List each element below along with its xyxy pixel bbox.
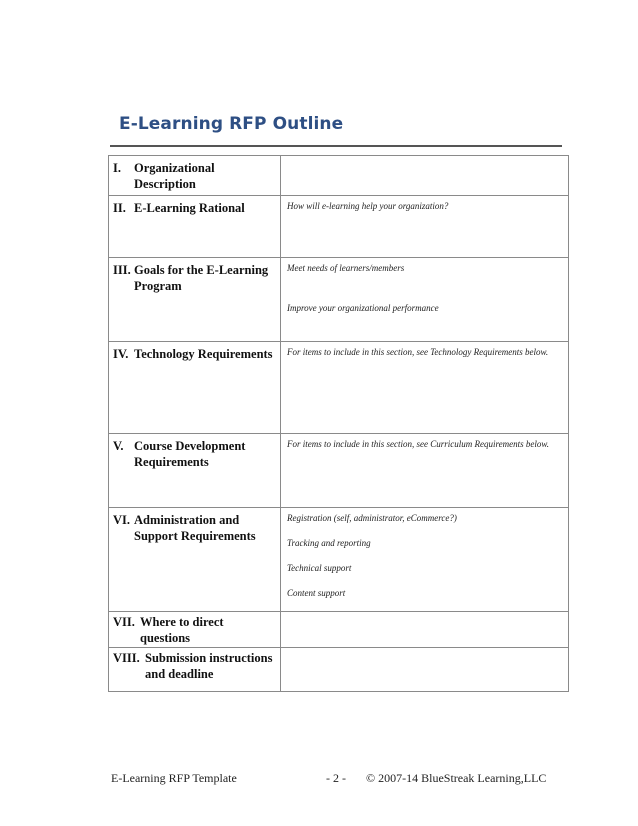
row-numeral: I.: [113, 161, 121, 175]
row-label: Administration and Support Requirements: [134, 513, 256, 543]
row-numeral: IV.: [113, 347, 129, 361]
row-label: Technology Requirements: [134, 347, 273, 361]
row-label: Submission instructions and deadline: [145, 651, 273, 681]
row-numeral: II.: [113, 201, 126, 215]
row-description-cell: [281, 196, 569, 258]
footer-document-name: E-Learning RFP Template: [111, 771, 237, 785]
row-description-cell: [281, 508, 569, 612]
title-underline: [110, 145, 562, 147]
row-label: Goals for the E-Learning Program: [134, 263, 269, 293]
row-description-cell: [281, 612, 569, 648]
description-item: How will e-learning help your organization?: [287, 201, 449, 211]
row-label-cell: [109, 648, 281, 692]
table-row: [109, 342, 569, 434]
description-item: Improve your organizational performance: [287, 303, 439, 313]
row-numeral: III.: [113, 263, 131, 277]
description-item: Content support: [287, 588, 346, 598]
table-row: [109, 612, 569, 648]
description-item: Registration (self, administrator, eCommerce?): [287, 513, 457, 523]
row-numeral: VII.: [113, 615, 135, 629]
row-numeral: V.: [113, 439, 124, 453]
footer-page-number: - 2 -: [326, 771, 346, 785]
row-description-cell: [281, 258, 569, 342]
row-description-cell: [281, 434, 569, 508]
row-label-cell: [109, 434, 281, 508]
row-description-cell: [281, 648, 569, 692]
description-item: For items to include in this section, see Technology Requirements below.: [287, 347, 549, 357]
table-row: [109, 434, 569, 508]
description-item: For items to include in this section, see Curriculum Requirements below.: [287, 439, 549, 449]
table-row: [109, 508, 569, 612]
description-item: Meet needs of learners/members: [287, 263, 405, 273]
table-row: [109, 648, 569, 692]
rfp-outline-table: [108, 155, 569, 692]
row-label: Organizational Description: [134, 161, 215, 191]
row-description-cell: [281, 156, 569, 196]
row-numeral: VI.: [113, 513, 131, 527]
row-numeral: VIII.: [113, 651, 140, 665]
row-label-cell: [109, 156, 281, 196]
row-label: Course Development Requirements: [134, 439, 246, 469]
table-row: [109, 156, 569, 196]
page-title: E-Learning RFP Outline: [119, 114, 344, 134]
row-label-cell: [109, 612, 281, 648]
row-label-cell: [109, 196, 281, 258]
row-description-cell: [281, 342, 569, 434]
row-label-cell: [109, 342, 281, 434]
footer-copyright: © 2007-14 BlueStreak Learning,LLC: [366, 771, 547, 785]
description-item: Tracking and reporting: [287, 538, 371, 548]
row-label-cell: [109, 508, 281, 612]
description-item: Technical support: [287, 563, 352, 573]
row-label: Where to direct questions: [140, 615, 224, 645]
row-label-cell: [109, 258, 281, 342]
table-row: [109, 258, 569, 342]
table-row: [109, 196, 569, 258]
row-label: E-Learning Rational: [134, 201, 245, 215]
